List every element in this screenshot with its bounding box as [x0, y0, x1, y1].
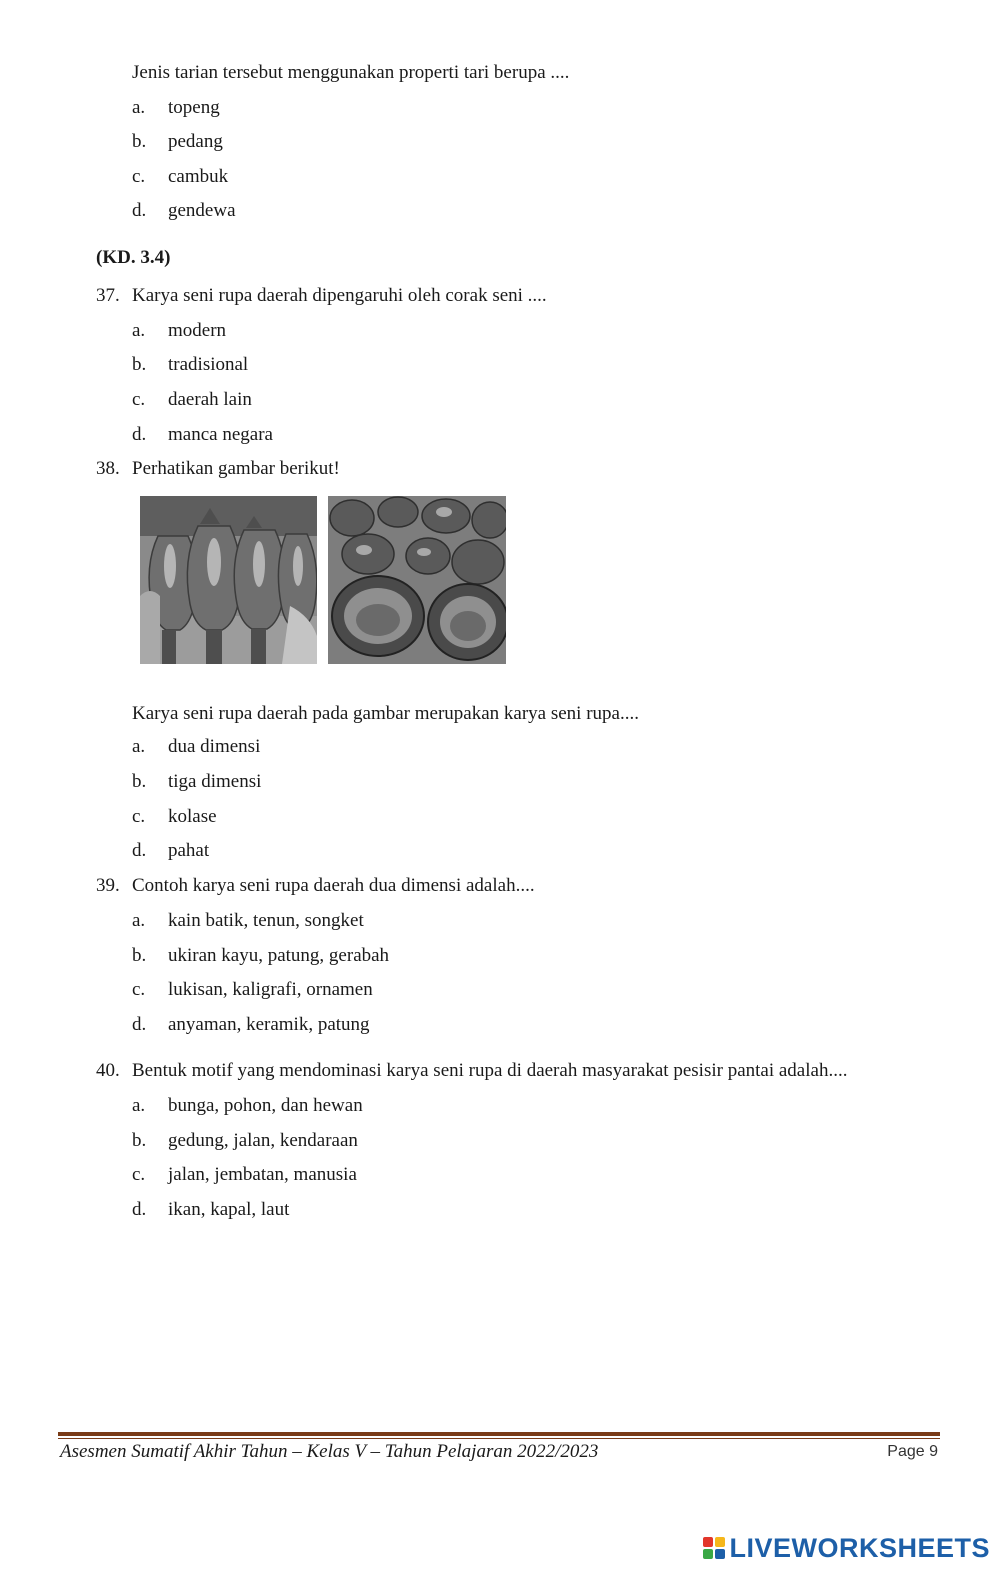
- q40-option-d[interactable]: ikan, kapal, laut: [168, 1199, 290, 1220]
- q40-stem: Bentuk motif yang mendominasi karya seni rupa di daerah masyarakat pesisir pantai adalah....: [132, 1060, 848, 1081]
- q39-option-c[interactable]: lukisan, kaligrafi, ornamen: [168, 979, 373, 1000]
- q40-option-c-letter: c.: [132, 1164, 146, 1185]
- q38-option-d[interactable]: pahat: [168, 840, 210, 861]
- q38-option-a[interactable]: dua dimensi: [168, 736, 261, 757]
- q39-option-c-letter: c.: [132, 979, 146, 1000]
- q37-option-c-letter: c.: [132, 389, 146, 410]
- q36-stem: Jenis tarian tersebut menggunakan properti tari berupa ....: [132, 62, 570, 83]
- q39-option-b-letter: b.: [132, 945, 147, 966]
- q37-option-d-letter: d.: [132, 424, 147, 445]
- brand-text: LIVEWORKSHEETS: [729, 1532, 990, 1563]
- q38-option-d-letter: d.: [132, 840, 147, 861]
- clay-bowls-photo: [328, 496, 506, 664]
- q40-option-a-letter: a.: [132, 1095, 146, 1116]
- page-number: Page 9: [887, 1443, 938, 1460]
- q40-option-d-letter: d.: [132, 1199, 147, 1220]
- footer-title: Asesmen Sumatif Akhir Tahun – Kelas V – Tahun Pelajaran 2022/2023: [60, 1441, 599, 1462]
- q36-option-d-letter: d.: [132, 200, 147, 221]
- logo-square: [703, 1549, 713, 1559]
- liveworksheets-brand[interactable]: [703, 1533, 990, 1563]
- q39-number: 39.: [96, 875, 120, 896]
- q36-option-a-letter: a.: [132, 97, 146, 118]
- q36-option-a[interactable]: topeng: [168, 97, 220, 118]
- clay-bowls-icon: [328, 496, 506, 664]
- q39-option-d-letter: d.: [132, 1014, 147, 1035]
- q36-option-b[interactable]: pedang: [168, 131, 223, 152]
- footer-rule: [58, 1432, 940, 1436]
- q37-option-a[interactable]: modern: [168, 320, 227, 341]
- q38-number: 38.: [96, 458, 120, 479]
- q36-option-d[interactable]: gendewa: [168, 200, 236, 221]
- q39-option-a[interactable]: kain batik, tenun, songket: [168, 910, 364, 931]
- footer-rule-thin: [58, 1438, 940, 1439]
- q36-option-c[interactable]: cambuk: [168, 166, 229, 187]
- pottery-vases-icon: [140, 496, 317, 664]
- q38-option-a-letter: a.: [132, 736, 146, 757]
- q40-option-c[interactable]: jalan, jembatan, manusia: [168, 1164, 357, 1185]
- q38-stem-2: Karya seni rupa daerah pada gambar merupakan karya seni rupa....: [132, 703, 639, 724]
- q36-option-c-letter: c.: [132, 166, 146, 187]
- logo-square: [703, 1537, 713, 1547]
- q37-option-c[interactable]: daerah lain: [168, 389, 252, 410]
- q38-option-c[interactable]: kolase: [168, 806, 217, 827]
- logo-square: [715, 1537, 725, 1547]
- q40-option-b[interactable]: gedung, jalan, kendaraan: [168, 1130, 358, 1151]
- liveworksheets-logo-icon: [703, 1537, 725, 1559]
- q38-option-c-letter: c.: [132, 806, 146, 827]
- q39-option-d[interactable]: anyaman, keramik, patung: [168, 1014, 370, 1035]
- q37-option-b[interactable]: tradisional: [168, 354, 249, 375]
- q40-option-b-letter: b.: [132, 1130, 147, 1151]
- q38-option-b-letter: b.: [132, 771, 147, 792]
- q37-stem: Karya seni rupa daerah dipengaruhi oleh corak seni ....: [132, 285, 547, 306]
- q37-option-a-letter: a.: [132, 320, 146, 341]
- q39-stem: Contoh karya seni rupa daerah dua dimensi adalah....: [132, 875, 535, 896]
- q38-stem: Perhatikan gambar berikut!: [132, 458, 340, 479]
- q40-number: 40.: [96, 1060, 120, 1081]
- logo-square: [715, 1549, 725, 1559]
- q39-option-b[interactable]: ukiran kayu, patung, gerabah: [168, 945, 390, 966]
- pottery-vases-photo: [140, 496, 317, 664]
- q37-option-b-letter: b.: [132, 354, 147, 375]
- q37-option-d[interactable]: manca negara: [168, 424, 273, 445]
- q39-option-a-letter: a.: [132, 910, 146, 931]
- q40-option-a[interactable]: bunga, pohon, dan hewan: [168, 1095, 363, 1116]
- q37-number: 37.: [96, 285, 120, 306]
- kd-label: (KD. 3.4): [96, 247, 171, 268]
- q38-option-b[interactable]: tiga dimensi: [168, 771, 262, 792]
- q36-option-b-letter: b.: [132, 131, 147, 152]
